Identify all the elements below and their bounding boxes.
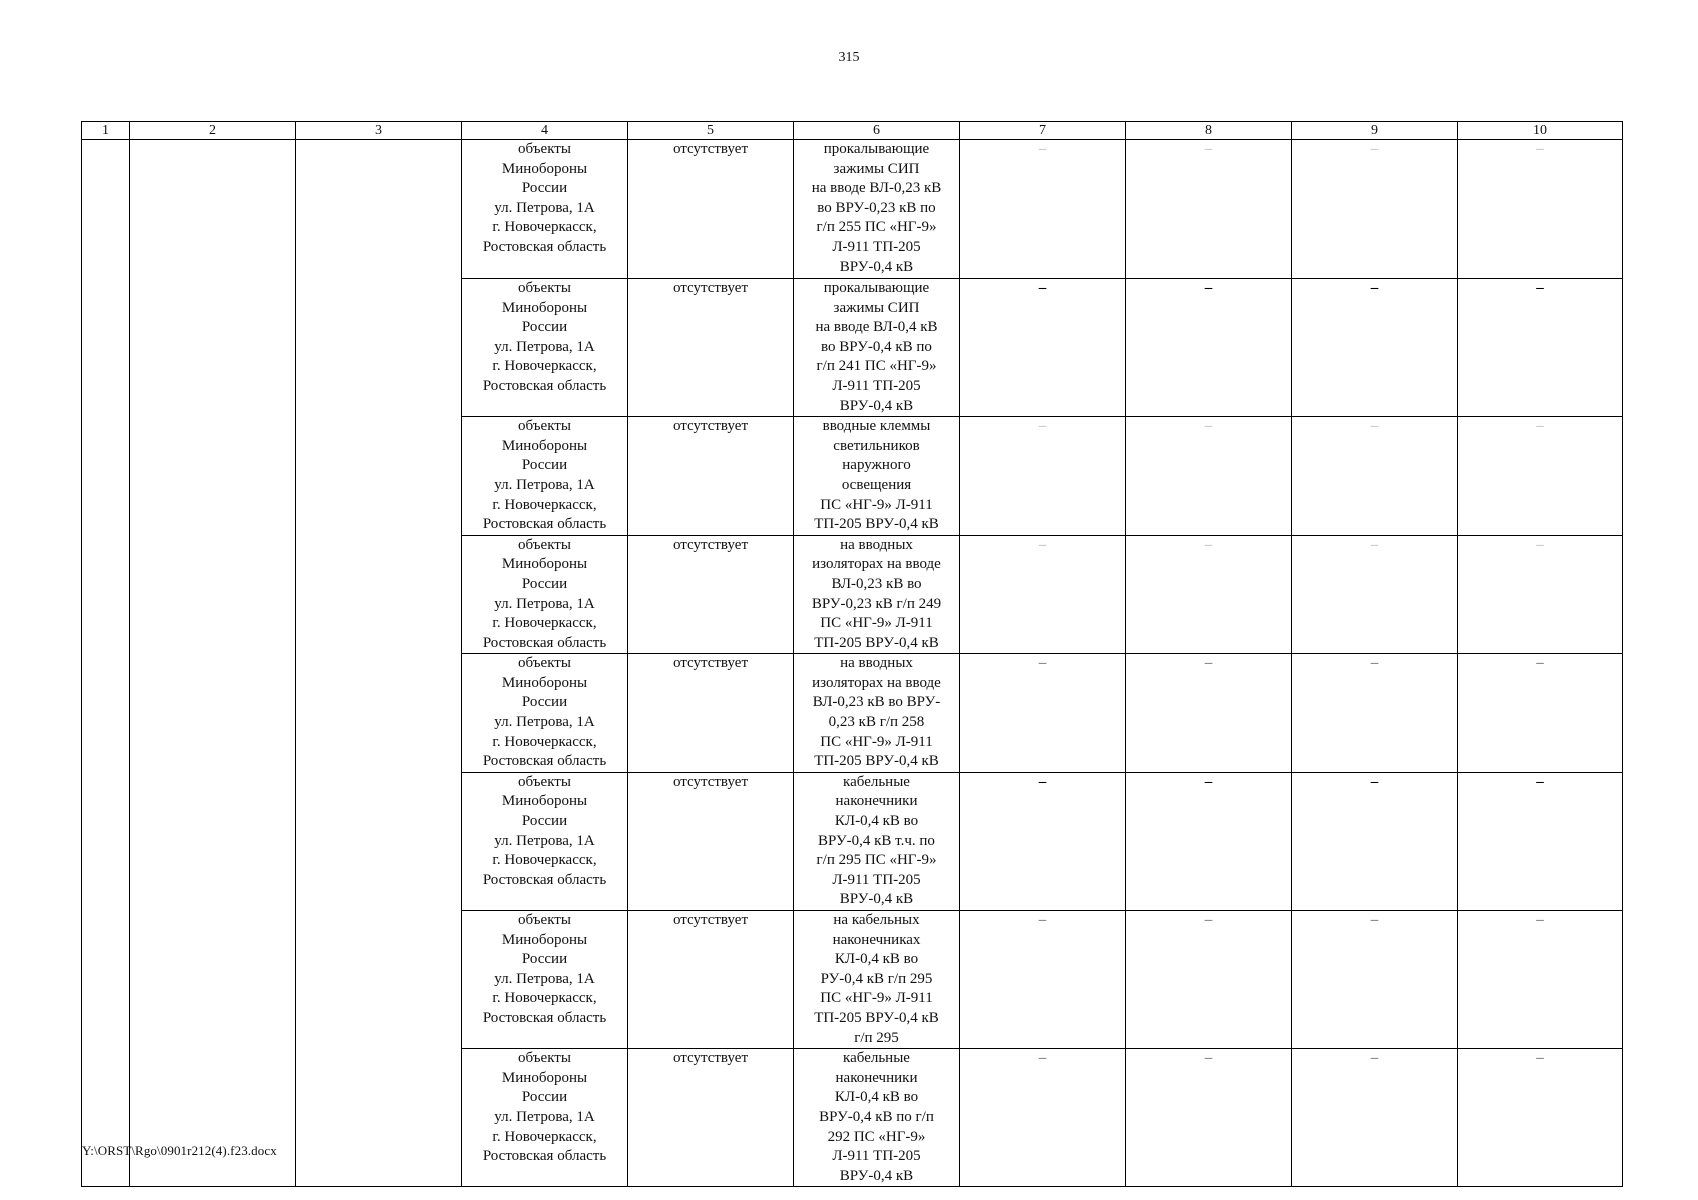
dash-cell [1126, 535, 1292, 654]
location-cell-line: ВЛ-0,23 кВ во ВРУ- [812, 694, 941, 711]
status-cell: отсутствует [628, 535, 794, 654]
location-cell-line: наружного [842, 457, 911, 474]
dash-cell [1126, 911, 1292, 1049]
dash-value: – [1370, 536, 1379, 553]
location-cell-line: на кабельных [833, 912, 920, 928]
dash-value: – [1536, 912, 1544, 928]
location-cell-line: на вводе ВЛ-0,4 кВ [815, 319, 938, 336]
dash-value: – [1536, 655, 1544, 672]
location-cell-line: Л-911 ТП-205 [832, 238, 921, 255]
object-cell-line: г. Новочеркасск, [492, 615, 597, 632]
dash-value: – [1536, 536, 1544, 553]
dash-cell [960, 772, 1126, 910]
dash-value: – [1370, 418, 1379, 435]
object-cell-line: объекты [518, 1050, 571, 1067]
dash-value: – [1204, 912, 1213, 928]
object-cell-line: России [521, 575, 568, 592]
location-cell-line: изоляторах на вводе [812, 556, 941, 573]
object-cell-line: ул. Петрова, 1А [494, 1108, 595, 1125]
object-cell-line: Минобороны [501, 674, 588, 691]
location-cell-line: во ВРУ-0,4 кВ по [821, 338, 932, 355]
object-cell-line: Минобороны [501, 299, 588, 316]
object-cell-line: Ростовская область [482, 1148, 607, 1165]
location-cell-line: кабельные [843, 773, 910, 790]
object-cell-line: ул. Петрова, 1А [494, 714, 595, 731]
status-cell: отсутствует [628, 417, 794, 536]
status-cell: отсутствует [628, 911, 794, 1049]
location-cell-line: Л-911 ТП-205 [832, 1148, 921, 1165]
location-cell-line: Л-911 ТП-205 [832, 377, 921, 394]
object-cell [462, 140, 628, 279]
object-cell-line: г. Новочеркасск, [492, 358, 597, 375]
dash-cell [1292, 417, 1458, 536]
location-cell-line: ПС «НГ-9» Л-911 [820, 733, 933, 750]
status-cell: отсутствует [628, 279, 794, 417]
location-cell-line: освещения [841, 476, 912, 493]
table-row [82, 140, 1623, 279]
dash-cell [1292, 911, 1458, 1049]
object-cell-line: Ростовская область [482, 516, 607, 533]
dash-cell [1126, 417, 1292, 536]
object-cell-line: объекты [518, 536, 571, 553]
column-number: 2 [130, 122, 296, 140]
dash-cell [1126, 772, 1292, 910]
dash-cell [1458, 911, 1623, 1049]
object-cell-line: России [521, 457, 568, 474]
dash-value: – [1038, 912, 1047, 928]
dash-value: – [1038, 1050, 1047, 1067]
location-cell-line: КЛ-0,4 кВ во [834, 951, 919, 968]
location-cell-line: ВРУ-0,4 кВ [839, 1167, 914, 1184]
object-cell-line: г. Новочеркасск, [492, 733, 597, 750]
location-cell-line: ВРУ-0,4 кВ [839, 258, 914, 275]
object-cell-line: Минобороны [501, 793, 588, 810]
location-cell-line: наконечники [835, 1069, 918, 1086]
dash-value: – [1204, 141, 1213, 157]
object-cell-line: Минобороны [501, 160, 588, 177]
location-cell-line: зажимы СИП [833, 299, 920, 316]
dash-cell [960, 417, 1126, 536]
object-cell-line: объекты [518, 912, 571, 928]
object-cell-line: России [521, 813, 568, 830]
location-cell-line: кабельные [843, 1050, 910, 1067]
dash-cell [1126, 1049, 1292, 1187]
object-cell-line: г. Новочеркасск, [492, 496, 597, 513]
dash-cell [1458, 140, 1623, 279]
location-cell-line: ТП-205 ВРУ-0,4 кВ [814, 753, 939, 770]
location-cell-line: ТП-205 ВРУ-0,4 кВ [814, 516, 939, 533]
location-cell-line: г/п 241 ПС «НГ-9» [816, 358, 937, 375]
dash-value: – [1204, 418, 1213, 435]
dash-value: – [1204, 1050, 1213, 1067]
status-cell: отсутствует [628, 1049, 794, 1187]
column-number-row [82, 122, 1623, 140]
location-cell-line: ВРУ-0,4 кВ [839, 397, 914, 414]
location-cell-line: ПС «НГ-9» Л-911 [820, 615, 933, 632]
dash-cell [1458, 279, 1623, 417]
footer-file-path: Y:\ORST\Rgo\0901r212(4).f23.docx [82, 1143, 277, 1158]
location-cell-line: изоляторах на вводе [812, 674, 941, 691]
location-cell-line: наконечники [835, 793, 918, 810]
dash-cell [960, 140, 1126, 279]
object-cell [462, 654, 628, 773]
object-cell-line: ул. Петрова, 1А [494, 970, 595, 987]
object-cell-line: г. Новочеркасск, [492, 219, 597, 236]
dash-value: – [1204, 773, 1213, 790]
dash-cell [1292, 535, 1458, 654]
location-cell-line: г/п 295 [854, 1029, 899, 1046]
object-cell-line: объекты [518, 773, 571, 790]
object-cell-line: Ростовская область [482, 753, 607, 770]
object-cell-line: объекты [518, 280, 571, 296]
location-cell-line: наконечниках [832, 931, 921, 948]
dash-cell [960, 654, 1126, 773]
column-number: 9 [1292, 122, 1458, 140]
object-cell-line: России [521, 694, 568, 711]
object-cell-line: г. Новочеркасск, [492, 1128, 597, 1145]
column-3-cell [296, 140, 462, 1187]
location-cell-line: 0,23 кВ г/п 258 [828, 714, 925, 731]
location-cell-line: КЛ-0,4 кВ во [834, 1089, 919, 1106]
dash-value: – [1536, 773, 1544, 790]
dash-value: – [1038, 280, 1047, 296]
object-cell-line: ул. Петрова, 1А [494, 338, 595, 355]
dash-cell [1458, 772, 1623, 910]
object-cell-line: объекты [518, 141, 571, 157]
status-cell: отсутствует [628, 654, 794, 773]
dash-cell [960, 535, 1126, 654]
status-cell: отсутствует [628, 772, 794, 910]
location-cell-line: ВРУ-0,23 кВ г/п 249 [811, 595, 942, 612]
dash-value: – [1370, 280, 1379, 296]
dash-value: – [1038, 655, 1047, 672]
status-cell: отсутствует [628, 140, 794, 279]
object-cell-line: России [521, 951, 568, 968]
object-cell-line: г. Новочеркасск, [492, 990, 597, 1007]
object-cell-line: ул. Петрова, 1А [494, 199, 595, 216]
dash-cell [1292, 654, 1458, 773]
location-cell [794, 140, 960, 279]
location-cell-line: ВЛ-0,23 кВ во [831, 575, 922, 592]
dash-value: – [1370, 912, 1379, 928]
location-cell-line: на вводе ВЛ-0,23 кВ [811, 180, 942, 197]
location-cell-line: г/п 255 ПС «НГ-9» [816, 219, 937, 236]
column-number: 1 [82, 122, 130, 140]
location-cell-line: г/п 295 ПС «НГ-9» [816, 852, 937, 869]
object-cell [462, 911, 628, 1049]
object-cell-line: объекты [518, 655, 571, 672]
object-cell-line: ул. Петрова, 1А [494, 832, 595, 849]
location-cell-line: Л-911 ТП-205 [832, 871, 921, 888]
location-cell [794, 772, 960, 910]
dash-cell [1458, 535, 1623, 654]
dash-value: – [1370, 1050, 1379, 1067]
dash-cell [1292, 1049, 1458, 1187]
location-cell [794, 1049, 960, 1187]
dash-value: – [1370, 773, 1379, 790]
dash-cell [1126, 140, 1292, 279]
location-cell-line: ПС «НГ-9» Л-911 [820, 990, 933, 1007]
location-cell [794, 654, 960, 773]
dash-cell [1458, 1049, 1623, 1187]
object-cell [462, 535, 628, 654]
object-cell-line: Минобороны [501, 1069, 588, 1086]
location-cell [794, 535, 960, 654]
dash-value: – [1204, 280, 1213, 296]
dash-cell [1458, 654, 1623, 773]
dash-value: – [1370, 655, 1379, 672]
page-number: 315 [838, 50, 860, 65]
column-number: 3 [296, 122, 462, 140]
dash-cell [1126, 654, 1292, 773]
object-cell-line: Ростовская область [482, 871, 607, 888]
column-number: 6 [794, 122, 960, 140]
object-cell [462, 279, 628, 417]
column-number: 5 [628, 122, 794, 140]
column-2-cell [130, 140, 296, 1187]
dash-cell [960, 911, 1126, 1049]
object-cell-line: объекты [518, 418, 571, 435]
dash-cell [960, 1049, 1126, 1187]
dash-value: – [1536, 418, 1544, 435]
dash-value: – [1038, 536, 1047, 553]
location-cell-line: ВРУ-0,4 кВ [839, 891, 914, 908]
location-cell [794, 417, 960, 536]
location-cell-line: КЛ-0,4 кВ во [834, 813, 919, 830]
object-cell [462, 1049, 628, 1187]
object-cell-line: России [521, 1089, 568, 1106]
object-cell-line: Ростовская область [482, 238, 607, 255]
object-cell [462, 772, 628, 910]
object-cell-line: Минобороны [501, 437, 588, 454]
dash-value: – [1038, 773, 1047, 790]
object-cell-line: России [521, 319, 568, 336]
location-cell-line: вводные клеммы [822, 418, 931, 435]
object-cell-line: России [521, 180, 568, 197]
dash-value: – [1038, 141, 1047, 157]
dash-value: – [1370, 141, 1379, 157]
location-cell-line: ПС «НГ-9» Л-911 [820, 496, 933, 513]
column-number: 7 [960, 122, 1126, 140]
dash-cell [1292, 279, 1458, 417]
column-number: 4 [462, 122, 628, 140]
location-cell-line: 292 ПС «НГ-9» [827, 1128, 926, 1145]
dash-value: – [1204, 655, 1213, 672]
location-cell-line: на вводных [840, 536, 913, 553]
object-cell-line: Ростовская область [482, 377, 607, 394]
dash-value: – [1536, 280, 1544, 296]
dash-value: – [1038, 418, 1047, 435]
dash-value: – [1536, 141, 1544, 157]
location-cell-line: зажимы СИП [833, 160, 920, 177]
location-cell-line: светильников [833, 437, 920, 454]
object-cell-line: Ростовская область [482, 634, 607, 651]
location-cell-line: ТП-205 ВРУ-0,4 кВ [814, 634, 939, 651]
object-cell-line: ул. Петрова, 1А [494, 595, 595, 612]
location-cell-line: на вводных [840, 655, 913, 672]
location-cell [794, 279, 960, 417]
location-cell-line: прокалывающие [823, 141, 930, 157]
location-cell [794, 911, 960, 1049]
dash-cell [1458, 417, 1623, 536]
location-cell-line: ВРУ-0,4 кВ по г/п [819, 1108, 934, 1125]
dash-value: – [1536, 1050, 1544, 1067]
row-number-cell [82, 140, 130, 1187]
dash-cell [960, 279, 1126, 417]
column-number: 10 [1458, 122, 1623, 140]
object-cell-line: Минобороны [501, 556, 588, 573]
object-cell-line: ул. Петрова, 1А [494, 476, 595, 493]
location-cell-line: РУ-0,4 кВ г/п 295 [820, 970, 933, 987]
object-cell-line: Минобороны [501, 931, 588, 948]
location-cell-line: прокалывающие [823, 280, 930, 296]
location-cell-line: ТП-205 ВРУ-0,4 кВ [814, 1009, 939, 1026]
dash-value: – [1204, 536, 1213, 553]
location-cell-line: ВРУ-0,4 кВ т.ч. по [818, 832, 935, 849]
location-cell-line: во ВРУ-0,23 кВ по [817, 199, 936, 216]
object-cell-line: г. Новочеркасск, [492, 852, 597, 869]
data-table [81, 121, 1623, 1187]
dash-cell [1126, 279, 1292, 417]
object-cell-line: Ростовская область [482, 1009, 607, 1026]
object-cell [462, 417, 628, 536]
column-number: 8 [1126, 122, 1292, 140]
dash-cell [1292, 772, 1458, 910]
dash-cell [1292, 140, 1458, 279]
